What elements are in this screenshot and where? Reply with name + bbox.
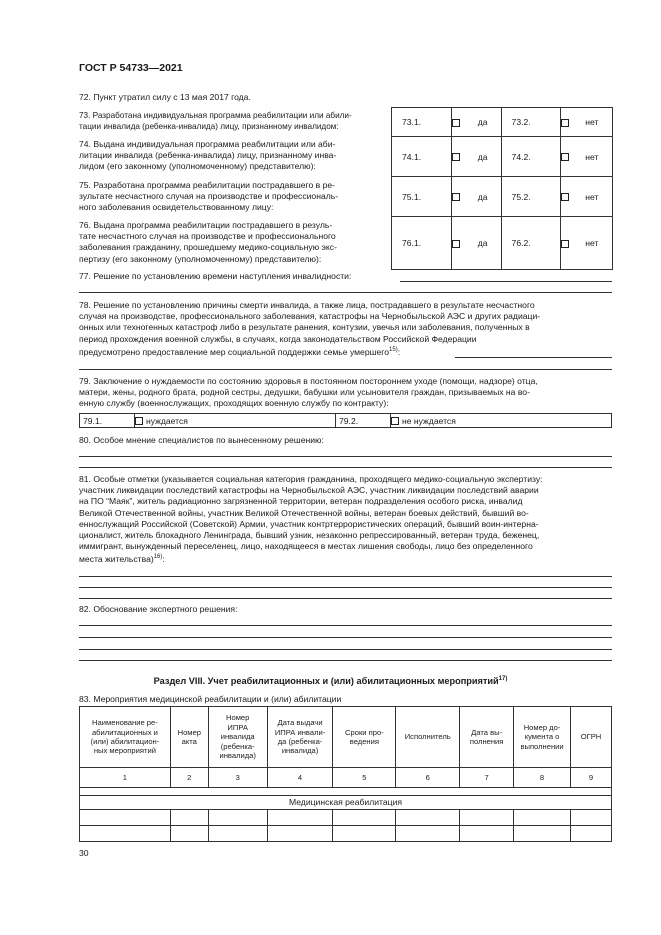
item-76-text: 76. Выдана программа реабилитации пострадавшего в резуль- тате несчастного случая на производстве и профессионального заболевания гражданину, прошедшему медико-социальную экс- пертизу (его законному (уполномоченному) представителю): xyxy=(79,220,337,264)
group-label-medical-rehabilitation: Медицинская реабилитация xyxy=(80,796,612,810)
options-row-76 xyxy=(392,217,613,270)
table-83-group-row xyxy=(80,796,612,810)
page-number: 30 xyxy=(79,848,89,858)
col-number: 4 xyxy=(267,768,333,788)
item-81-fill-line[interactable] xyxy=(79,587,612,588)
option-label-net: нет xyxy=(585,191,599,202)
options-row-75 xyxy=(392,177,613,217)
option-code: 74.2. xyxy=(501,137,561,177)
item-74-text: 74. Выдана индивидуальная программа реабилитации или аби- литации инвалида (ребенка-инвалида) лицу, признанному инва- лидом (его законному (уполномоченному) представителю): xyxy=(79,139,337,172)
option-label-net: нет xyxy=(585,238,599,248)
option-label-da: да xyxy=(477,238,488,248)
option-code: 76.1. xyxy=(392,217,452,270)
options-table-73-76 xyxy=(391,107,613,270)
document-standard-header: ГОСТ Р 54733—2021 xyxy=(79,62,183,74)
option-code: 79.1. xyxy=(80,414,135,428)
table-83-spacer-row xyxy=(80,788,612,796)
col-header-ipra-number: Номер ИПРА инвалида (ребенка- инвалида) xyxy=(208,707,267,768)
item-75-text: 75. Разработана программа реабилитации пострадавшего в ре- зультате несчастного случая на производстве и профессиональ- ного заболевания освидетельствованному лицу: xyxy=(79,180,339,213)
col-number: 5 xyxy=(333,768,396,788)
checkbox-nuzhdaetsya[interactable] xyxy=(135,417,143,425)
item-82-fill-line[interactable] xyxy=(79,660,612,661)
item-83-text: 83. Мероприятия медицинской реабилитации и (или) абилитации xyxy=(79,694,342,704)
option-code: 75.2. xyxy=(501,177,561,217)
checkbox-da[interactable] xyxy=(452,153,460,161)
col-header-completion-date: Дата вы- полнения xyxy=(460,707,514,768)
col-header-terms: Сроки про- ведения xyxy=(333,707,396,768)
item-78-text: 78. Решение по установлению причины смерти инвалида, а также лица, пострадавшего в результате несчастного случая на производстве, профессионального заболевания, катастрофы на Чернобыльской АЭС и других радиаци- онных или техногенных катастроф либо в результате ранения, контузии, увечья или заболевания, полученных в период прохождения военной службы, в случаях, когда законодательством Российской Федерации предусмотрено предоставление мер социальной поддержки семье умершего$^{15)}$: xyxy=(79,300,541,357)
option-label-da: да xyxy=(477,117,488,127)
option-label-da: да xyxy=(477,151,488,162)
option-label-da: да xyxy=(477,191,488,202)
col-header-document-number: Номер до- кумента о выполнении xyxy=(514,707,571,768)
item-82-fill-line[interactable] xyxy=(79,637,612,638)
item-72-text: 72. Пункт утратил силу с 13 мая 2017 года. xyxy=(79,92,251,102)
col-header-ipra-date: Дата выдачи ИПРА инвали- да (ребенка- инвалида) xyxy=(267,707,333,768)
option-label-net: нет xyxy=(585,151,599,162)
table-83-number-row xyxy=(80,768,612,788)
item-82-text: 82. Обоснование экспертного решения: xyxy=(79,604,238,614)
table-83 xyxy=(79,706,612,842)
option-code: 74.1. xyxy=(392,137,452,177)
table-row xyxy=(80,810,612,826)
option-label-net: нет xyxy=(585,117,599,127)
item-77-fill-line[interactable] xyxy=(79,292,612,293)
checkbox-net[interactable] xyxy=(561,153,569,161)
item-82-fill-line[interactable] xyxy=(79,625,612,626)
item-78-fill-line[interactable] xyxy=(79,369,612,370)
checkbox-da[interactable] xyxy=(452,240,460,248)
table-83-header-row xyxy=(80,707,612,768)
table-row xyxy=(80,826,612,842)
col-number: 6 xyxy=(396,768,460,788)
col-number: 3 xyxy=(208,768,267,788)
checkbox-da[interactable] xyxy=(452,119,460,127)
col-header-name: Наименование ре- абилитационных и (или) абилитацион- ных мероприятий xyxy=(80,707,171,768)
item-73-text: 73. Разработана индивидуальная программа реабилитации или абили- тации инвалида (ребенка-инвалида) лицу, признанному инвалидом: xyxy=(79,111,352,132)
item-81-fill-line[interactable] xyxy=(79,598,612,599)
checkbox-ne-nuzhdaetsya[interactable] xyxy=(391,417,399,425)
col-number: 9 xyxy=(571,768,612,788)
option-code: 75.1. xyxy=(392,177,452,217)
options-table-79 xyxy=(79,413,612,428)
option-label-nuzhdaetsya: нуждается xyxy=(146,415,188,426)
item-78-fill-line[interactable] xyxy=(455,357,612,358)
item-77-text: 77. Решение по установлению времени наступления инвалидности: xyxy=(79,271,352,281)
checkbox-net[interactable] xyxy=(561,119,569,127)
checkbox-net[interactable] xyxy=(561,240,569,248)
item-80-text: 80. Особое мнение специалистов по вынесенному решению: xyxy=(79,435,324,445)
col-header-executor: Исполнитель xyxy=(396,707,460,768)
option-code: 73.2. xyxy=(501,108,561,137)
item-79-text: 79. Заключение о нуждаемости по состоянию здоровья в постоянном постороннем уходе (помощи, надзоре) отца, матери, жены, родного брата, родной сестры, дедушки, бабушки или усыновителя граждан, призываемых на во- енную службу (военнослужащих, проходящих военную службу по контракту): xyxy=(79,376,538,409)
item-81-text: 81. Особые отметки (указывается социальная категория гражданина, проходящего медико-социальную экспертизу: участник ликвидации последствий катастрофы на Чернобыльской АЭС, участник ликвидации последствий аварии на ПО “Маяк”, житель радиационно загрязненной территории, ветеран подразделения особого риска, инвалид Великой Отечественной войны, участник Великой Отечественной войны, ветеран боевых действий, бывший во- еннослужащий Российской (Советской) Армии, участник контртеррористических операций, бывший воин-интерна- ционалист, житель блокадного Ленинграда, бывший узник, незаконно репрессированный, ветеран труда, беженец, иммигрант, вынужденный переселенец, лицо, находящееся в местах лишения свободы, лицо без определенного места жительства)$^{16)}$: xyxy=(79,474,543,565)
options-row-73 xyxy=(392,108,613,137)
item-80-fill-line[interactable] xyxy=(79,467,612,468)
col-header-act-number: Номер акта xyxy=(170,707,208,768)
checkbox-da[interactable] xyxy=(452,193,460,201)
options-row-74 xyxy=(392,137,613,177)
col-number: 7 xyxy=(460,768,514,788)
checkbox-net[interactable] xyxy=(561,193,569,201)
option-code: 79.2. xyxy=(336,414,391,428)
item-81-fill-line[interactable] xyxy=(79,576,612,577)
col-number: 1 xyxy=(80,768,171,788)
col-header-ogrn: ОГРН xyxy=(571,707,612,768)
section-8-title: Раздел VIII. Учет реабилитационных и (или) абилитационных мероприятий$^{17)}$ xyxy=(153,676,508,687)
option-label-ne-nuzhdaetsya: не нуждается xyxy=(402,415,456,426)
col-number: 2 xyxy=(170,768,208,788)
col-number: 8 xyxy=(514,768,571,788)
option-code: 76.2. xyxy=(501,217,561,270)
item-77-fill-line[interactable] xyxy=(400,281,612,282)
item-82-fill-line[interactable] xyxy=(79,649,612,650)
option-code: 73.1. xyxy=(392,108,452,137)
options-row-79 xyxy=(80,414,612,428)
item-80-fill-line[interactable] xyxy=(79,456,612,457)
